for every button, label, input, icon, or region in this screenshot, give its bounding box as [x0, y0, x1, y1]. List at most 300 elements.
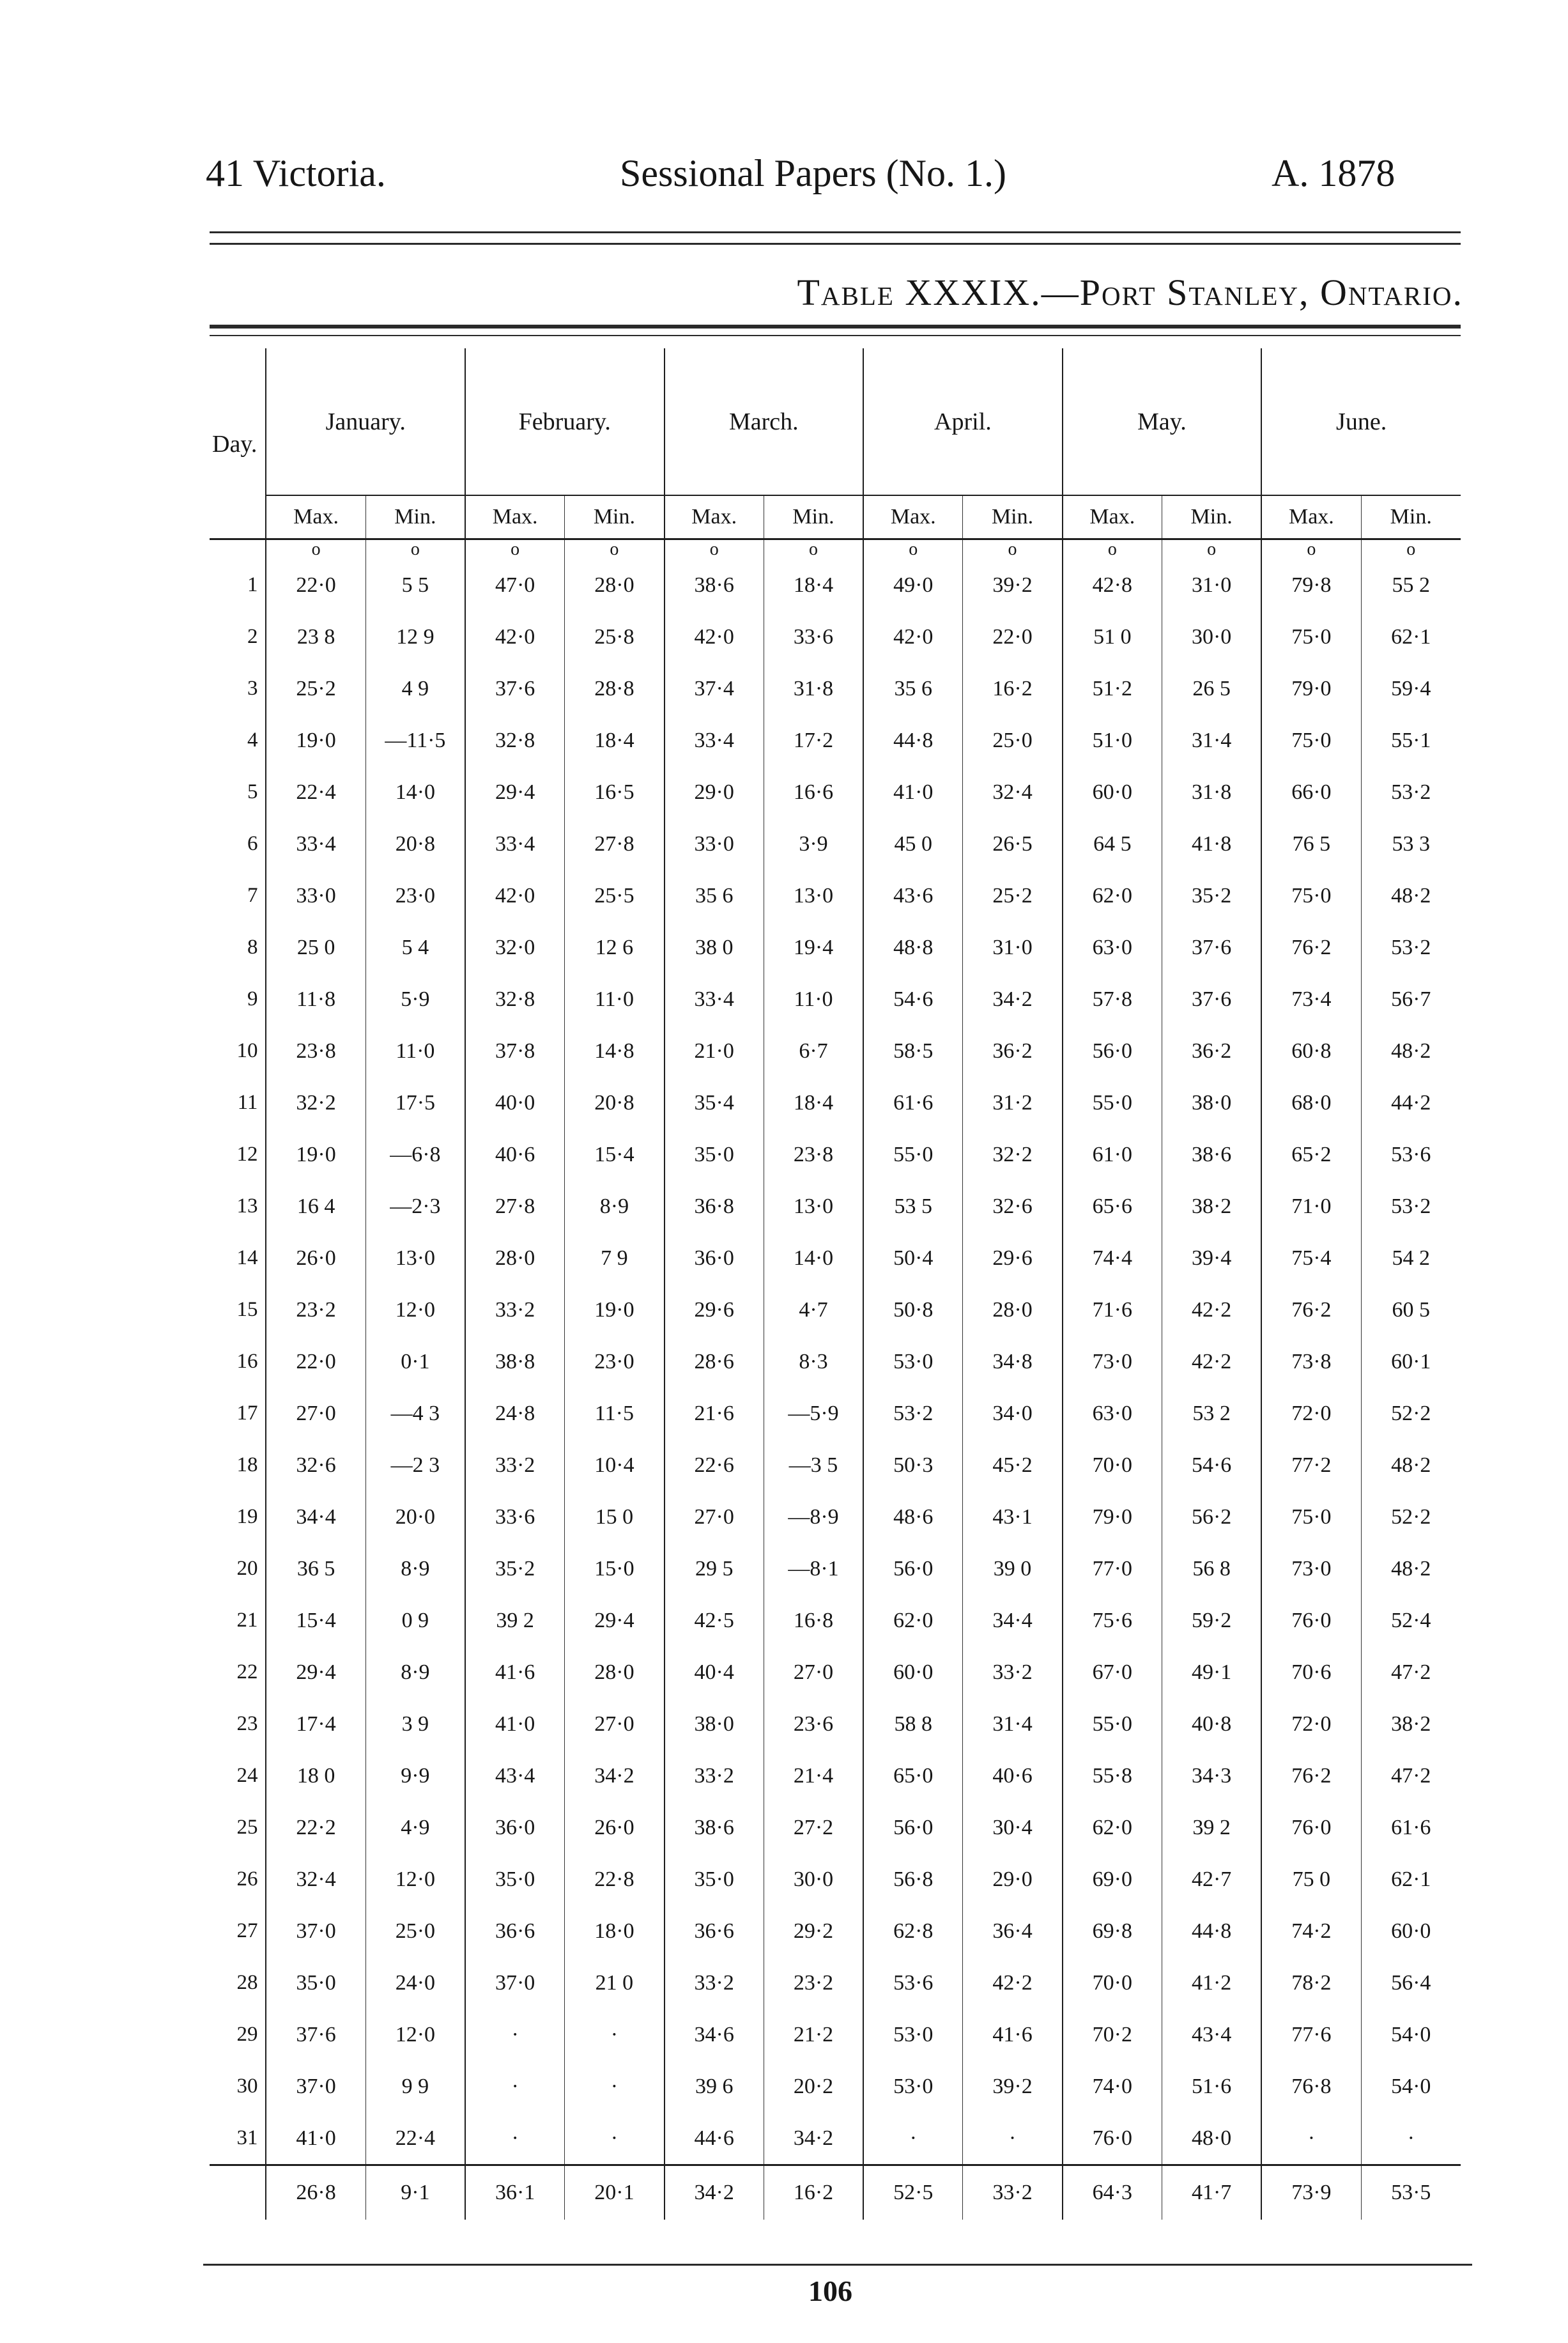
- min-temperature-cell: 31·2: [963, 1077, 1063, 1129]
- max-temperature-cell: 78·2: [1261, 1957, 1361, 2009]
- min-temperature-cell: 23·0: [365, 870, 465, 922]
- day-number: 19: [236, 1505, 258, 1528]
- day-row: [210, 2061, 1461, 2112]
- day-number: 24: [236, 1764, 258, 1787]
- table-title: [797, 271, 1463, 314]
- header-year: A. 1878: [1272, 152, 1395, 194]
- min-temperature-cell: 30·0: [764, 1853, 863, 1905]
- max-temperature-cell: 71·0: [1261, 1180, 1361, 1232]
- max-temperature-cell: 63·0: [1063, 922, 1162, 973]
- max-temperature-cell: 23 8: [266, 611, 365, 663]
- day-row: [210, 818, 1461, 870]
- mean-min-cell: 41·7: [1162, 2165, 1261, 2220]
- min-temperature-cell: 54 2: [1361, 1232, 1461, 1284]
- max-temperature-cell: 60·0: [1063, 766, 1162, 818]
- header-rule-bottom: [210, 243, 1461, 245]
- max-temperature-cell: 55·0: [863, 1129, 963, 1180]
- max-temperature-cell: 37·0: [266, 2061, 365, 2112]
- min-temperature-cell: 28·0: [565, 1646, 665, 1698]
- max-temperature-cell: 53·0: [863, 2009, 963, 2061]
- min-temperature-cell: 18·4: [764, 1077, 863, 1129]
- min-temperature-cell: 44·8: [1162, 1905, 1261, 1957]
- monthly-mean-row: [210, 2165, 1461, 2220]
- max-temperature-cell: 75·6: [1063, 1595, 1162, 1646]
- max-temperature-cell: 74·0: [1063, 2061, 1162, 2112]
- day-number: 29: [236, 2023, 258, 2046]
- max-temperature-cell: 62·0: [863, 1595, 963, 1646]
- max-temperature-cell: 66·0: [1261, 766, 1361, 818]
- min-temperature-cell: 26·0: [565, 1802, 665, 1853]
- day-number: 6: [247, 832, 258, 855]
- min-header: Min.: [963, 495, 1063, 539]
- min-temperature-cell: 25·0: [963, 715, 1063, 766]
- max-temperature-cell: 41·0: [465, 1698, 565, 1750]
- min-temperature-cell: 12·0: [365, 1284, 465, 1336]
- min-temperature-cell: 21·4: [764, 1750, 863, 1802]
- min-temperature-cell: 23·8: [764, 1129, 863, 1180]
- min-temperature-cell: 54·0: [1361, 2009, 1461, 2061]
- min-temperature-cell: 54·0: [1361, 2061, 1461, 2112]
- max-temperature-cell: 19·0: [266, 715, 365, 766]
- min-temperature-cell: 5·9: [365, 973, 465, 1025]
- max-temperature-cell: 33·4: [665, 973, 764, 1025]
- max-temperature-cell: 38 0: [665, 922, 764, 973]
- min-temperature-cell: 44·2: [1361, 1077, 1461, 1129]
- degree-marks-row: [210, 539, 1461, 560]
- min-temperature-cell: 18·0: [565, 1905, 665, 1957]
- mean-min-cell: 20·1: [565, 2165, 665, 2220]
- degree-mark: o: [465, 539, 565, 560]
- min-temperature-cell: 38·2: [1162, 1180, 1261, 1232]
- min-temperature-cell: 37·6: [1162, 973, 1261, 1025]
- max-temperature-cell: 41·0: [266, 2112, 365, 2165]
- min-temperature-cell: —11·5: [365, 715, 465, 766]
- day-row: [210, 1802, 1461, 1853]
- min-temperature-cell: 11·0: [565, 973, 665, 1025]
- max-temperature-cell: 75·0: [1261, 870, 1361, 922]
- max-temperature-cell: 53·6: [863, 1957, 963, 2009]
- max-temperature-cell: 62·0: [1063, 870, 1162, 922]
- min-temperature-cell: 39·4: [1162, 1232, 1261, 1284]
- max-temperature-cell: 32·8: [465, 973, 565, 1025]
- min-temperature-cell: 23·0: [565, 1336, 665, 1388]
- day-number: 20: [236, 1557, 258, 1580]
- table-title-number: Table XXXIX.: [797, 272, 1041, 313]
- min-temperature-cell: 43·1: [963, 1491, 1063, 1543]
- min-temperature-cell: 36·4: [963, 1905, 1063, 1957]
- max-temperature-cell: 61·6: [863, 1077, 963, 1129]
- max-temperature-cell: 36·8: [665, 1180, 764, 1232]
- max-temperature-cell: 54·6: [863, 973, 963, 1025]
- degree-row-day-blank: [210, 539, 266, 560]
- min-temperature-cell: 5 5: [365, 559, 465, 611]
- max-temperature-cell: 25·2: [266, 663, 365, 715]
- max-temperature-cell: 29·6: [665, 1284, 764, 1336]
- min-temperature-cell: 27·0: [764, 1646, 863, 1698]
- max-temperature-cell: 73·4: [1261, 973, 1361, 1025]
- min-temperature-cell: 16·2: [963, 663, 1063, 715]
- min-temperature-cell: 28·0: [565, 559, 665, 611]
- min-temperature-cell: ·: [565, 2009, 665, 2061]
- max-temperature-cell: 33·4: [465, 818, 565, 870]
- min-temperature-cell: 38·6: [1162, 1129, 1261, 1180]
- max-temperature-cell: 70·6: [1261, 1646, 1361, 1698]
- min-temperature-cell: 55·1: [1361, 715, 1461, 766]
- max-temperature-cell: 57·8: [1063, 973, 1162, 1025]
- min-temperature-cell: ·: [565, 2112, 665, 2165]
- max-temperature-cell: 22·0: [266, 1336, 365, 1388]
- max-temperature-cell: 42·0: [465, 870, 565, 922]
- max-temperature-cell: 69·8: [1063, 1905, 1162, 1957]
- max-temperature-cell: 40·6: [465, 1129, 565, 1180]
- min-temperature-cell: 36·2: [1162, 1025, 1261, 1077]
- mean-max-cell: 34·2: [665, 2165, 764, 2220]
- min-temperature-cell: 19·0: [565, 1284, 665, 1336]
- max-temperature-cell: 76·0: [1063, 2112, 1162, 2165]
- max-temperature-cell: 35·0: [465, 1853, 565, 1905]
- max-temperature-cell: 41·0: [863, 766, 963, 818]
- max-temperature-cell: 15·4: [266, 1595, 365, 1646]
- max-temperature-cell: 36·0: [665, 1232, 764, 1284]
- min-temperature-cell: 59·4: [1361, 663, 1461, 715]
- day-number: 1: [247, 573, 258, 596]
- max-header: Max.: [863, 495, 963, 539]
- max-temperature-cell: 23·8: [266, 1025, 365, 1077]
- day-number: 21: [236, 1609, 258, 1632]
- min-temperature-cell: 0 9: [365, 1595, 465, 1646]
- min-temperature-cell: 56 8: [1162, 1543, 1261, 1595]
- max-temperature-cell: 76·2: [1261, 922, 1361, 973]
- day-number: 2: [247, 625, 258, 648]
- day-number: 26: [236, 1867, 258, 1891]
- min-temperature-cell: 21·2: [764, 2009, 863, 2061]
- min-temperature-cell: 20·2: [764, 2061, 863, 2112]
- degree-mark: o: [665, 539, 764, 560]
- min-temperature-cell: 18·4: [764, 559, 863, 611]
- max-temperature-cell: 60·8: [1261, 1025, 1361, 1077]
- min-header: Min.: [565, 495, 665, 539]
- day-number: 9: [247, 987, 258, 1010]
- min-temperature-cell: 62·1: [1361, 611, 1461, 663]
- day-number: 15: [236, 1298, 258, 1321]
- max-temperature-cell: 53 5: [863, 1180, 963, 1232]
- max-temperature-cell: 56·0: [863, 1543, 963, 1595]
- max-temperature-cell: 56·8: [863, 1853, 963, 1905]
- min-temperature-cell: 29·6: [963, 1232, 1063, 1284]
- max-min-header-row: [210, 495, 1461, 539]
- min-temperature-cell: 47·2: [1361, 1646, 1461, 1698]
- max-temperature-cell: 33·6: [465, 1491, 565, 1543]
- min-temperature-cell: 11·5: [565, 1388, 665, 1439]
- max-temperature-cell: 32·6: [266, 1439, 365, 1491]
- max-temperature-cell: 19·0: [266, 1129, 365, 1180]
- max-temperature-cell: 76·2: [1261, 1284, 1361, 1336]
- min-temperature-cell: 13·0: [365, 1232, 465, 1284]
- min-temperature-cell: 29·4: [565, 1595, 665, 1646]
- max-temperature-cell: 62·8: [863, 1905, 963, 1957]
- min-temperature-cell: 36·2: [963, 1025, 1063, 1077]
- min-temperature-cell: 4·7: [764, 1284, 863, 1336]
- max-temperature-cell: 74·2: [1261, 1905, 1361, 1957]
- max-temperature-cell: 27·0: [665, 1491, 764, 1543]
- max-temperature-cell: 49·0: [863, 559, 963, 611]
- min-temperature-cell: ·: [963, 2112, 1063, 2165]
- max-temperature-cell: 51·2: [1063, 663, 1162, 715]
- max-temperature-cell: 73·0: [1063, 1336, 1162, 1388]
- max-temperature-cell: 51·0: [1063, 715, 1162, 766]
- max-temperature-cell: 32·2: [266, 1077, 365, 1129]
- min-temperature-cell: 51·6: [1162, 2061, 1261, 2112]
- max-temperature-cell: 63·0: [1063, 1388, 1162, 1439]
- max-temperature-cell: 42·0: [465, 611, 565, 663]
- min-temperature-cell: 28·8: [565, 663, 665, 715]
- day-number: 27: [236, 1919, 258, 1942]
- min-temperature-cell: 56·2: [1162, 1491, 1261, 1543]
- min-temperature-cell: 25·8: [565, 611, 665, 663]
- min-temperature-cell: 52·2: [1361, 1388, 1461, 1439]
- min-temperature-cell: 34·2: [764, 2112, 863, 2165]
- max-temperature-cell: 37·0: [465, 1957, 565, 2009]
- mean-min-cell: 16·2: [764, 2165, 863, 2220]
- mean-max-cell: 52·5: [863, 2165, 963, 2220]
- max-temperature-cell: 21·6: [665, 1388, 764, 1439]
- max-temperature-cell: ·: [465, 2112, 565, 2165]
- day-row: [210, 1077, 1461, 1129]
- day-row: [210, 715, 1461, 766]
- day-number: 14: [236, 1246, 258, 1269]
- month-header-march: March.: [665, 348, 864, 495]
- min-temperature-cell: 25·5: [565, 870, 665, 922]
- table-rule-thick: [210, 325, 1461, 329]
- degree-mark: o: [565, 539, 665, 560]
- day-number: 16: [236, 1350, 258, 1373]
- min-temperature-cell: 37·6: [1162, 922, 1261, 973]
- max-temperature-cell: 38·0: [665, 1698, 764, 1750]
- max-temperature-cell: 77·0: [1063, 1543, 1162, 1595]
- max-temperature-cell: 27·8: [465, 1180, 565, 1232]
- max-temperature-cell: 56·0: [1063, 1025, 1162, 1077]
- max-temperature-cell: 50·4: [863, 1232, 963, 1284]
- max-temperature-cell: 43·6: [863, 870, 963, 922]
- min-temperature-cell: 39 0: [963, 1543, 1063, 1595]
- max-temperature-cell: 75·0: [1261, 1491, 1361, 1543]
- min-temperature-cell: 62·1: [1361, 1853, 1461, 1905]
- min-temperature-cell: —5·9: [764, 1388, 863, 1439]
- max-temperature-cell: 53·0: [863, 2061, 963, 2112]
- min-temperature-cell: 53·6: [1361, 1129, 1461, 1180]
- day-number: 18: [236, 1453, 258, 1476]
- min-header: Min.: [1162, 495, 1261, 539]
- max-temperature-cell: 33·2: [465, 1439, 565, 1491]
- min-header: Min.: [365, 495, 465, 539]
- min-temperature-cell: 3 9: [365, 1698, 465, 1750]
- mean-min-cell: 33·2: [963, 2165, 1063, 2220]
- month-header-february: February.: [465, 348, 665, 495]
- min-temperature-cell: 20·8: [365, 818, 465, 870]
- day-row: [210, 1336, 1461, 1388]
- max-temperature-cell: 33·4: [266, 818, 365, 870]
- max-temperature-cell: 39 6: [665, 2061, 764, 2112]
- max-temperature-cell: 74·4: [1063, 1232, 1162, 1284]
- day-number: 10: [236, 1039, 258, 1062]
- min-temperature-cell: 27·8: [565, 818, 665, 870]
- min-temperature-cell: 31·4: [1162, 715, 1261, 766]
- min-temperature-cell: 11·0: [365, 1025, 465, 1077]
- max-temperature-cell: 36·6: [665, 1905, 764, 1957]
- max-header: Max.: [465, 495, 565, 539]
- min-temperature-cell: 26·5: [963, 818, 1063, 870]
- degree-mark: o: [863, 539, 963, 560]
- day-column-header: Day.: [212, 431, 257, 458]
- day-number: 23: [236, 1712, 258, 1735]
- degree-mark: o: [1261, 539, 1361, 560]
- max-temperature-cell: 61·0: [1063, 1129, 1162, 1180]
- min-temperature-cell: 38·2: [1361, 1698, 1461, 1750]
- min-temperature-cell: 31·4: [963, 1698, 1063, 1750]
- day-number: 4: [247, 729, 258, 752]
- min-temperature-cell: 53·2: [1361, 1180, 1461, 1232]
- max-temperature-cell: 23·2: [266, 1284, 365, 1336]
- min-temperature-cell: 27·2: [764, 1802, 863, 1853]
- min-temperature-cell: 22·8: [565, 1853, 665, 1905]
- max-temperature-cell: 48·6: [863, 1491, 963, 1543]
- max-temperature-cell: 32·0: [465, 922, 565, 973]
- min-temperature-cell: 25·2: [963, 870, 1063, 922]
- max-temperature-cell: 36 5: [266, 1543, 365, 1595]
- min-temperature-cell: 60·0: [1361, 1905, 1461, 1957]
- day-row: [210, 1129, 1461, 1180]
- min-temperature-cell: 52·2: [1361, 1491, 1461, 1543]
- max-temperature-cell: ·: [1261, 2112, 1361, 2165]
- max-temperature-cell: 65·6: [1063, 1180, 1162, 1232]
- degree-mark: o: [764, 539, 863, 560]
- max-temperature-cell: 37·6: [465, 663, 565, 715]
- min-temperature-cell: 60·1: [1361, 1336, 1461, 1388]
- min-temperature-cell: 43·4: [1162, 2009, 1261, 2061]
- day-number: 11: [237, 1091, 258, 1114]
- max-temperature-cell: 75·0: [1261, 611, 1361, 663]
- min-temperature-cell: 47·2: [1361, 1750, 1461, 1802]
- min-temperature-cell: 39·2: [963, 559, 1063, 611]
- min-temperature-cell: 27·0: [565, 1698, 665, 1750]
- max-temperature-cell: 72·0: [1261, 1698, 1361, 1750]
- max-header: Max.: [266, 495, 365, 539]
- min-temperature-cell: 25·0: [365, 1905, 465, 1957]
- day-number: 17: [236, 1402, 258, 1425]
- max-temperature-cell: 55·0: [1063, 1077, 1162, 1129]
- max-temperature-cell: 42·0: [665, 611, 764, 663]
- max-temperature-cell: ·: [863, 2112, 963, 2165]
- min-temperature-cell: 32·2: [963, 1129, 1063, 1180]
- max-temperature-cell: 75·4: [1261, 1232, 1361, 1284]
- max-temperature-cell: 47·0: [465, 559, 565, 611]
- max-temperature-cell: 70·0: [1063, 1957, 1162, 2009]
- day-number: 28: [236, 1971, 258, 1994]
- min-temperature-cell: 12 6: [565, 922, 665, 973]
- min-temperature-cell: 16·6: [764, 766, 863, 818]
- max-temperature-cell: 77·2: [1261, 1439, 1361, 1491]
- min-temperature-cell: 32·4: [963, 766, 1063, 818]
- min-temperature-cell: 34·2: [963, 973, 1063, 1025]
- max-temperature-cell: 75·0: [1261, 715, 1361, 766]
- max-temperature-cell: 73·0: [1261, 1543, 1361, 1595]
- day-number: 13: [236, 1195, 258, 1218]
- temperature-table: [210, 348, 1461, 2220]
- max-temperature-cell: 22·4: [266, 766, 365, 818]
- min-temperature-cell: 34·0: [963, 1388, 1063, 1439]
- min-temperature-cell: 38·0: [1162, 1077, 1261, 1129]
- min-temperature-cell: 4 9: [365, 663, 465, 715]
- day-row: [210, 2112, 1461, 2165]
- day-number: 12: [236, 1143, 258, 1166]
- min-temperature-cell: 40·6: [963, 1750, 1063, 1802]
- min-temperature-cell: 0·1: [365, 1336, 465, 1388]
- mean-min-cell: 53·5: [1361, 2165, 1461, 2220]
- min-temperature-cell: 8·3: [764, 1336, 863, 1388]
- min-temperature-cell: 7 9: [565, 1232, 665, 1284]
- day-row: [210, 1957, 1461, 2009]
- max-temperature-cell: 18 0: [266, 1750, 365, 1802]
- max-temperature-cell: 50·3: [863, 1439, 963, 1491]
- max-temperature-cell: 65·0: [863, 1750, 963, 1802]
- max-temperature-cell: 69·0: [1063, 1853, 1162, 1905]
- max-temperature-cell: 77·6: [1261, 2009, 1361, 2061]
- min-temperature-cell: 40·8: [1162, 1698, 1261, 1750]
- min-temperature-cell: 22·0: [963, 611, 1063, 663]
- min-temperature-cell: 42·2: [1162, 1336, 1261, 1388]
- day-row: [210, 766, 1461, 818]
- max-temperature-cell: 33·2: [665, 1957, 764, 2009]
- month-header-april: April.: [863, 348, 1063, 495]
- max-temperature-cell: 76·0: [1261, 1802, 1361, 1853]
- max-temperature-cell: 22·2: [266, 1802, 365, 1853]
- day-number: 5: [247, 780, 258, 803]
- max-temperature-cell: 40·4: [665, 1646, 764, 1698]
- min-temperature-cell: 30·4: [963, 1802, 1063, 1853]
- max-temperature-cell: 29·4: [465, 766, 565, 818]
- min-temperature-cell: 56·7: [1361, 973, 1461, 1025]
- max-temperature-cell: 45 0: [863, 818, 963, 870]
- min-temperature-cell: 9 9: [365, 2061, 465, 2112]
- month-header-row: [210, 348, 1461, 495]
- min-temperature-cell: 31·8: [1162, 766, 1261, 818]
- max-temperature-cell: 11·8: [266, 973, 365, 1025]
- min-temperature-cell: 28·0: [963, 1284, 1063, 1336]
- max-temperature-cell: 64 5: [1063, 818, 1162, 870]
- max-temperature-cell: 22·6: [665, 1439, 764, 1491]
- max-temperature-cell: 34·6: [665, 2009, 764, 2061]
- max-temperature-cell: 50·8: [863, 1284, 963, 1336]
- min-temperature-cell: 15·0: [565, 1543, 665, 1595]
- footer-rule: [203, 2264, 1472, 2266]
- min-temperature-cell: 26 5: [1162, 663, 1261, 715]
- day-row: [210, 611, 1461, 663]
- min-temperature-cell: 45·2: [963, 1439, 1063, 1491]
- max-temperature-cell: 53·2: [863, 1388, 963, 1439]
- max-header: Max.: [665, 495, 764, 539]
- max-temperature-cell: ·: [465, 2009, 565, 2061]
- min-temperature-cell: —8·9: [764, 1491, 863, 1543]
- day-row: [210, 1595, 1461, 1646]
- day-row: [210, 2009, 1461, 2061]
- min-temperature-cell: 13·0: [764, 870, 863, 922]
- min-temperature-cell: 17·2: [764, 715, 863, 766]
- min-temperature-cell: 53·2: [1361, 922, 1461, 973]
- min-temperature-cell: 33·6: [764, 611, 863, 663]
- max-temperature-cell: 51 0: [1063, 611, 1162, 663]
- degree-mark: o: [1361, 539, 1461, 560]
- max-temperature-cell: 16 4: [266, 1180, 365, 1232]
